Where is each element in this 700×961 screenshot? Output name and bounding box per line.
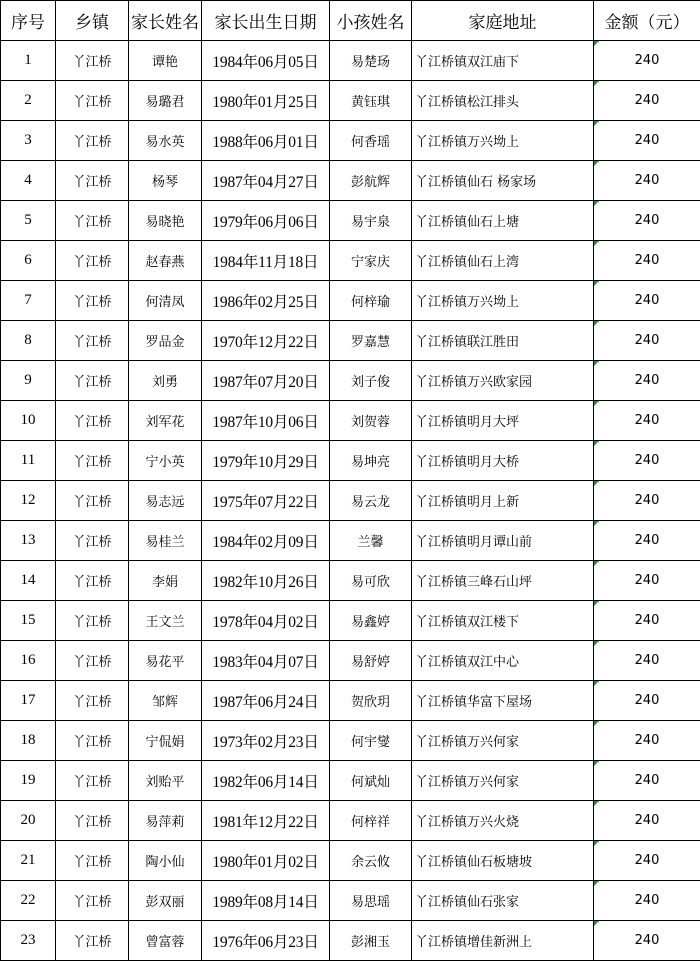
amount-value: 240 (634, 733, 660, 748)
cell-parent-name[interactable]: 宁侃娟 (129, 721, 202, 761)
cell-amount[interactable] (594, 641, 700, 681)
header-cell-parent-name[interactable]: 家长姓名 (129, 1, 202, 41)
cell-town[interactable]: 丫江桥 (56, 321, 129, 361)
cell-marker-icon (594, 41, 599, 46)
cell-amount[interactable] (594, 121, 700, 161)
table-row (1, 841, 700, 881)
cell-child-name[interactable]: 刘贺蓉 (330, 401, 412, 441)
cell-child-name[interactable]: 易舒婷 (330, 641, 412, 681)
cell-no[interactable]: 22 (1, 881, 56, 921)
table-row (1, 361, 700, 401)
header-cell-amount[interactable]: 金额（元） (594, 1, 700, 41)
amount-value: 240 (634, 893, 660, 908)
cell-parent-name[interactable]: 易桂兰 (129, 521, 202, 561)
cell-marker-icon (594, 881, 599, 886)
cell-child-name[interactable]: 兰馨 (330, 521, 412, 561)
cell-amount[interactable] (594, 921, 700, 961)
cell-no[interactable]: 12 (1, 481, 56, 521)
cell-parent-name[interactable]: 谭艳 (129, 41, 202, 81)
cell-address[interactable]: 丫江桥镇仙石上塘 (412, 201, 594, 241)
cell-marker-icon (594, 361, 599, 366)
header-cell-address[interactable]: 家庭地址 (412, 1, 594, 41)
amount-value: 240 (634, 213, 660, 228)
header-row (1, 1, 700, 41)
cell-marker-icon (594, 481, 599, 486)
cell-parent-dob[interactable]: 1979年06月06日 (202, 201, 330, 241)
amount-value: 240 (634, 653, 660, 668)
table-row (1, 641, 700, 681)
cell-marker-icon (594, 241, 599, 246)
cell-parent-name[interactable]: 易璐君 (129, 81, 202, 121)
cell-marker-icon (594, 321, 599, 326)
table-row (1, 241, 700, 281)
cell-marker-icon (594, 281, 599, 286)
cell-parent-dob[interactable]: 1980年01月25日 (202, 81, 330, 121)
cell-no[interactable]: 14 (1, 561, 56, 601)
cell-address[interactable]: 丫江桥镇仙石 杨家场 (412, 161, 594, 201)
amount-value: 240 (634, 253, 660, 268)
cell-town[interactable]: 丫江桥 (56, 921, 129, 961)
table-row (1, 881, 700, 921)
cell-marker-icon (594, 801, 599, 806)
cell-amount[interactable] (594, 521, 700, 561)
cell-parent-name[interactable]: 易水英 (129, 121, 202, 161)
cell-town[interactable]: 丫江桥 (56, 721, 129, 761)
cell-no[interactable]: 20 (1, 801, 56, 841)
amount-value: 240 (634, 613, 660, 628)
cell-parent-name[interactable]: 易萍莉 (129, 801, 202, 841)
cell-parent-dob[interactable]: 1987年04月27日 (202, 161, 330, 201)
table-row (1, 561, 700, 601)
cell-parent-name[interactable]: 陶小仙 (129, 841, 202, 881)
cell-child-name[interactable]: 易宇泉 (330, 201, 412, 241)
cell-child-name[interactable]: 刘子俊 (330, 361, 412, 401)
cell-address[interactable]: 丫江桥镇仙石张家 (412, 881, 594, 921)
cell-amount[interactable] (594, 161, 700, 201)
cell-amount[interactable] (594, 561, 700, 601)
cell-address[interactable]: 丫江桥镇万兴欧家园 (412, 361, 594, 401)
cell-child-name[interactable]: 何宇燮 (330, 721, 412, 761)
table-row (1, 801, 700, 841)
cell-amount[interactable] (594, 241, 700, 281)
cell-amount[interactable] (594, 201, 700, 241)
cell-no[interactable]: 16 (1, 641, 56, 681)
cell-marker-icon (594, 721, 599, 726)
cell-no[interactable]: 17 (1, 681, 56, 721)
cell-no[interactable]: 10 (1, 401, 56, 441)
cell-no[interactable]: 15 (1, 601, 56, 641)
cell-no[interactable]: 11 (1, 441, 56, 481)
header-cell-parent-dob[interactable]: 家长出生日期 (202, 1, 330, 41)
cell-address[interactable]: 丫江桥镇万兴坳上 (412, 121, 594, 161)
cell-marker-icon (594, 401, 599, 406)
table-row (1, 601, 700, 641)
cell-child-name[interactable]: 余云攸 (330, 841, 412, 881)
cell-amount[interactable] (594, 881, 700, 921)
cell-parent-dob[interactable]: 1987年10月06日 (202, 401, 330, 441)
table-row (1, 441, 700, 481)
cell-town[interactable]: 丫江桥 (56, 681, 129, 721)
cell-parent-dob[interactable]: 1982年06月14日 (202, 761, 330, 801)
table-row (1, 201, 700, 241)
cell-parent-name[interactable]: 易花平 (129, 641, 202, 681)
cell-no[interactable]: 8 (1, 321, 56, 361)
cell-address[interactable]: 丫江桥镇明月上新 (412, 481, 594, 521)
cell-parent-dob[interactable]: 1984年11月18日 (202, 241, 330, 281)
table-row (1, 161, 700, 201)
cell-child-name[interactable]: 何香瑶 (330, 121, 412, 161)
cell-amount[interactable] (594, 41, 700, 81)
amount-value: 240 (634, 453, 660, 468)
cell-child-name[interactable]: 彭湘玉 (330, 921, 412, 961)
amount-value: 240 (634, 173, 660, 188)
cell-marker-icon (594, 161, 599, 166)
cell-child-name[interactable]: 易鑫婷 (330, 601, 412, 641)
cell-address[interactable]: 丫江桥镇双江中心 (412, 641, 594, 681)
cell-town[interactable]: 丫江桥 (56, 481, 129, 521)
cell-no[interactable]: 1 (1, 41, 56, 81)
amount-value: 240 (634, 533, 660, 548)
cell-address[interactable]: 丫江桥镇仙石板塘坡 (412, 841, 594, 881)
cell-parent-name[interactable]: 罗品金 (129, 321, 202, 361)
cell-town[interactable]: 丫江桥 (56, 41, 129, 81)
cell-address[interactable]: 丫江桥镇联江胜田 (412, 321, 594, 361)
cell-parent-dob[interactable]: 1986年02月25日 (202, 281, 330, 321)
cell-parent-dob[interactable]: 1983年04月07日 (202, 641, 330, 681)
table-body (1, 41, 700, 961)
cell-child-name[interactable]: 何斌灿 (330, 761, 412, 801)
table-row (1, 481, 700, 521)
cell-marker-icon (594, 921, 599, 926)
cell-address[interactable]: 丫江桥镇三峰石山坪 (412, 561, 594, 601)
cell-no[interactable]: 13 (1, 521, 56, 561)
cell-parent-dob[interactable]: 1981年12月22日 (202, 801, 330, 841)
cell-parent-dob[interactable]: 1976年06月23日 (202, 921, 330, 961)
cell-town[interactable]: 丫江桥 (56, 841, 129, 881)
cell-child-name[interactable]: 贺欣玥 (330, 681, 412, 721)
cell-child-name[interactable]: 易云龙 (330, 481, 412, 521)
cell-no[interactable]: 4 (1, 161, 56, 201)
table-row (1, 521, 700, 561)
cell-no[interactable]: 3 (1, 121, 56, 161)
header-cell-child-name[interactable]: 小孩姓名 (330, 1, 412, 41)
cell-address[interactable]: 丫江桥镇仙石上湾 (412, 241, 594, 281)
cell-amount[interactable] (594, 601, 700, 641)
cell-parent-name[interactable]: 李娟 (129, 561, 202, 601)
cell-no[interactable]: 21 (1, 841, 56, 881)
table-row (1, 41, 700, 81)
cell-parent-name[interactable]: 杨琴 (129, 161, 202, 201)
cell-address[interactable]: 丫江桥镇万兴何家 (412, 721, 594, 761)
cell-marker-icon (594, 641, 599, 646)
table-row (1, 681, 700, 721)
cell-town[interactable]: 丫江桥 (56, 401, 129, 441)
cell-marker-icon (594, 201, 599, 206)
cell-town[interactable]: 丫江桥 (56, 761, 129, 801)
cell-town[interactable]: 丫江桥 (56, 281, 129, 321)
cell-parent-name[interactable]: 何清凤 (129, 281, 202, 321)
cell-amount[interactable] (594, 481, 700, 521)
cell-marker-icon (594, 81, 599, 86)
table-row (1, 281, 700, 321)
cell-parent-dob[interactable]: 1984年06月05日 (202, 41, 330, 81)
cell-child-name[interactable]: 黄钰琪 (330, 81, 412, 121)
cell-amount[interactable] (594, 761, 700, 801)
header-cell-no[interactable]: 序号 (1, 1, 56, 41)
amount-value: 240 (634, 933, 660, 948)
cell-address[interactable]: 丫江桥镇双江庙下 (412, 41, 594, 81)
table-row (1, 721, 700, 761)
amount-value: 240 (634, 373, 660, 388)
cell-parent-name[interactable]: 邹辉 (129, 681, 202, 721)
cell-parent-name[interactable]: 王文兰 (129, 601, 202, 641)
cell-child-name[interactable]: 何梓瑜 (330, 281, 412, 321)
cell-amount[interactable] (594, 441, 700, 481)
cell-address[interactable]: 丫江桥镇明月大桥 (412, 441, 594, 481)
cell-town[interactable]: 丫江桥 (56, 641, 129, 681)
cell-marker-icon (594, 681, 599, 686)
amount-value: 240 (634, 493, 660, 508)
cell-parent-name[interactable]: 易晓艳 (129, 201, 202, 241)
cell-town[interactable]: 丫江桥 (56, 241, 129, 281)
cell-parent-name[interactable]: 刘勇 (129, 361, 202, 401)
cell-parent-dob[interactable]: 1988年06月01日 (202, 121, 330, 161)
cell-parent-dob[interactable]: 1987年07月20日 (202, 361, 330, 401)
cell-no[interactable]: 19 (1, 761, 56, 801)
cell-address[interactable]: 丫江桥镇明月大坪 (412, 401, 594, 441)
amount-value: 240 (634, 693, 660, 708)
amount-value: 240 (634, 293, 660, 308)
cell-address[interactable]: 丫江桥镇万兴火烧 (412, 801, 594, 841)
cell-parent-name[interactable]: 赵春燕 (129, 241, 202, 281)
cell-parent-name[interactable]: 彭双丽 (129, 881, 202, 921)
cell-marker-icon (594, 601, 599, 606)
cell-no[interactable]: 5 (1, 201, 56, 241)
cell-amount[interactable] (594, 401, 700, 441)
cell-child-name[interactable]: 易可欣 (330, 561, 412, 601)
cell-town[interactable]: 丫江桥 (56, 121, 129, 161)
cell-address[interactable]: 丫江桥镇万兴何家 (412, 761, 594, 801)
amount-value: 240 (634, 413, 660, 428)
amount-value: 240 (634, 773, 660, 788)
cell-child-name[interactable]: 彭航辉 (330, 161, 412, 201)
cell-parent-name[interactable]: 刘军花 (129, 401, 202, 441)
cell-child-name[interactable]: 易思瑶 (330, 881, 412, 921)
cell-marker-icon (594, 121, 599, 126)
amount-value: 240 (634, 93, 660, 108)
cell-amount[interactable] (594, 801, 700, 841)
cell-town[interactable]: 丫江桥 (56, 201, 129, 241)
amount-value: 240 (634, 853, 660, 868)
table-row (1, 921, 700, 961)
cell-address[interactable]: 丫江桥镇双江楼下 (412, 601, 594, 641)
cell-parent-dob[interactable]: 1987年06月24日 (202, 681, 330, 721)
cell-amount[interactable] (594, 681, 700, 721)
table-row (1, 121, 700, 161)
cell-child-name[interactable]: 何梓祥 (330, 801, 412, 841)
cell-amount[interactable] (594, 321, 700, 361)
cell-parent-dob[interactable]: 1982年10月26日 (202, 561, 330, 601)
cell-marker-icon (594, 521, 599, 526)
cell-address[interactable]: 丫江桥镇万兴坳上 (412, 281, 594, 321)
cell-child-name[interactable]: 易楚玚 (330, 41, 412, 81)
cell-amount[interactable] (594, 841, 700, 881)
table-row (1, 81, 700, 121)
header-cell-town[interactable]: 乡镇 (56, 1, 129, 41)
cell-address[interactable]: 丫江桥镇华富下屋场 (412, 681, 594, 721)
amount-value: 240 (634, 133, 660, 148)
cell-parent-dob[interactable]: 1973年02月23日 (202, 721, 330, 761)
cell-amount[interactable] (594, 81, 700, 121)
cell-no[interactable]: 18 (1, 721, 56, 761)
cell-town[interactable]: 丫江桥 (56, 801, 129, 841)
cell-child-name[interactable]: 罗嘉慧 (330, 321, 412, 361)
cell-address[interactable]: 丫江桥镇增佳新洲上 (412, 921, 594, 961)
cell-no[interactable]: 7 (1, 281, 56, 321)
cell-parent-dob[interactable]: 1978年04月02日 (202, 601, 330, 641)
cell-town[interactable]: 丫江桥 (56, 561, 129, 601)
cell-town[interactable]: 丫江桥 (56, 361, 129, 401)
amount-value: 240 (634, 813, 660, 828)
cell-no[interactable]: 23 (1, 921, 56, 961)
cell-parent-dob[interactable]: 1989年08月14日 (202, 881, 330, 921)
cell-marker-icon (594, 561, 599, 566)
cell-no[interactable]: 6 (1, 241, 56, 281)
cell-address[interactable]: 丫江桥镇明月谭山前 (412, 521, 594, 561)
cell-child-name[interactable]: 宁家庆 (330, 241, 412, 281)
cell-no[interactable]: 9 (1, 361, 56, 401)
cell-town[interactable]: 丫江桥 (56, 601, 129, 641)
amount-value: 240 (634, 573, 660, 588)
cell-town[interactable]: 丫江桥 (56, 161, 129, 201)
cell-parent-name[interactable]: 刘贻平 (129, 761, 202, 801)
amount-value: 240 (634, 53, 660, 68)
cell-parent-dob[interactable]: 1979年10月29日 (202, 441, 330, 481)
cell-parent-name[interactable]: 易志远 (129, 481, 202, 521)
table-row (1, 401, 700, 441)
cell-address[interactable]: 丫江桥镇松江排头 (412, 81, 594, 121)
cell-marker-icon (594, 441, 599, 446)
cell-parent-dob[interactable]: 1975年07月22日 (202, 481, 330, 521)
cell-parent-name[interactable]: 曾富蓉 (129, 921, 202, 961)
cell-town[interactable]: 丫江桥 (56, 441, 129, 481)
amount-value: 240 (634, 333, 660, 348)
cell-town[interactable]: 丫江桥 (56, 881, 129, 921)
cell-parent-dob[interactable]: 1984年02月09日 (202, 521, 330, 561)
table-row (1, 761, 700, 801)
cell-amount[interactable] (594, 281, 700, 321)
cell-no[interactable]: 2 (1, 81, 56, 121)
cell-marker-icon (594, 761, 599, 766)
cell-parent-dob[interactable]: 1970年12月22日 (202, 321, 330, 361)
table-row (1, 321, 700, 361)
cell-marker-icon (594, 841, 599, 846)
cell-amount[interactable] (594, 361, 700, 401)
cell-parent-name[interactable]: 宁小英 (129, 441, 202, 481)
cell-town[interactable]: 丫江桥 (56, 81, 129, 121)
cell-parent-dob[interactable]: 1980年01月02日 (202, 841, 330, 881)
cell-town[interactable]: 丫江桥 (56, 521, 129, 561)
cell-child-name[interactable]: 易坤亮 (330, 441, 412, 481)
cell-amount[interactable] (594, 721, 700, 761)
